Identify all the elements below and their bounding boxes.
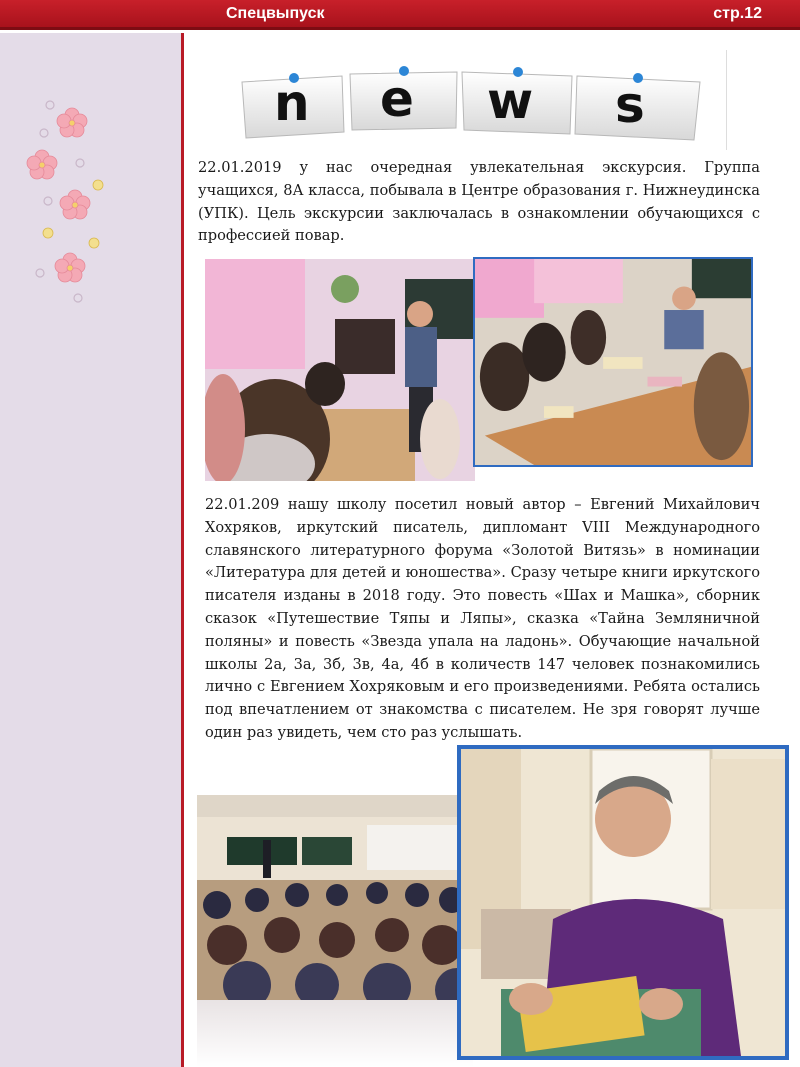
writer-portrait-photo <box>457 745 789 1060</box>
excursion-photo-classroom <box>473 257 753 467</box>
news-letter: n <box>274 74 310 132</box>
news-banner <box>232 50 727 150</box>
issue-label: Спецвыпуск <box>226 5 325 22</box>
banner-divider <box>726 50 727 150</box>
decorative-sidebar <box>0 33 184 1067</box>
meeting-photo-audience <box>197 795 473 1000</box>
excursion-photo-teacher <box>205 259 475 481</box>
photo-reflection <box>197 1000 473 1067</box>
flower-decoration-icon <box>20 83 120 313</box>
news-letter: w <box>487 72 534 130</box>
article-writer-visit-text: 22.01.209 нашу школу посетил новый автор – Евгений Михайлович Хохряков, иркутский писатель, дипломант VIII Международного славянского литературного форума «Золотой Витязь» в номинации «Литература для детей и юношества». Сразу четыре книги иркутского писателя изданы в 2018 году. Это повесть «Шах и Машка», сборник сказок «Путешествие Тяпы и Ляпы», сказка «Тайна Земляничной поляны» и повесть «Звезда упала на ладонь». Обучающие начальной школы 2а, 3а, 3б, 3в, 4а, 4б в количеств 147 человек познакомились лично с Евгением Хохряковым и его произведениями. Ребята остались под впечатлением от знакомства с писателем. Не зря говорят лучше один раз увидеть, чем сто раз услышать. <box>205 496 760 741</box>
page-number: стр.12 <box>713 5 762 22</box>
article-excursion-text: 22.01.2019 у нас очередная увлекательная экскурсия. Группа учащихся, 8А класса, побывала в Центре образования г. Нижнеудинска (УПК). Цель экскурсии заключалась в ознакомлении обучающихся с профессией повар. <box>198 159 760 245</box>
page-header-bar <box>0 0 800 30</box>
news-letter: e <box>380 70 414 128</box>
news-letter: s <box>615 76 645 134</box>
